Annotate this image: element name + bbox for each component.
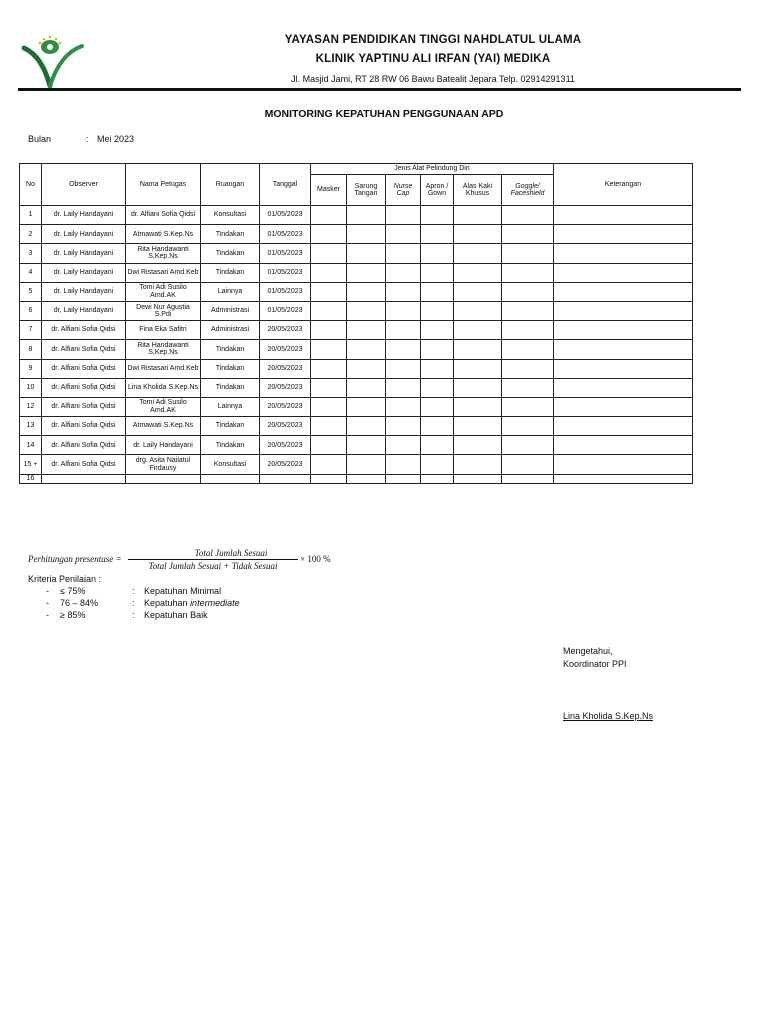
cell-apd-check <box>502 397 554 416</box>
cell-apd-check <box>421 417 454 436</box>
cell-room: Tindakan <box>201 340 260 359</box>
col-header-observer: Observer <box>42 164 126 206</box>
cell-no: 14 <box>20 436 42 455</box>
criteria-colon: : <box>132 610 135 620</box>
cell-no: 5 <box>20 282 42 301</box>
col-header-goggle: Goggle/ Faceshield <box>502 175 554 206</box>
col-header-no: No <box>20 164 42 206</box>
cell-apd-check <box>386 417 421 436</box>
cell-apd-check <box>386 359 421 378</box>
cell-apd-check <box>421 282 454 301</box>
cell-note <box>554 378 693 397</box>
cell-note <box>554 436 693 455</box>
cell-apd-check <box>347 455 386 474</box>
cell-no: 7 <box>20 321 42 340</box>
cell-apd-check <box>386 301 421 320</box>
cell-observer: dr. Alfiani Sofia Qidsi <box>42 455 126 474</box>
cell-staff: Dewi Nur Agustia S.Pdi <box>126 301 201 320</box>
cell-apd-check <box>502 321 554 340</box>
cell-no: 8 <box>20 340 42 359</box>
cell-room: Lainnya <box>201 282 260 301</box>
table-row <box>20 206 693 225</box>
cell-staff: Dwi Ristasari Amd.Keb <box>126 359 201 378</box>
cell-apd-check <box>454 263 502 282</box>
signature-name: Lina Kholida S.Kep.Ns <box>563 711 654 721</box>
cell-apd-check <box>311 321 347 340</box>
formula-multiplier: × 100 % <box>300 554 331 564</box>
cell-observer: dr. Laily Handayani <box>42 206 126 225</box>
foundation-name: YAYASAN PENDIDIKAN TINGGI NAHDLATUL ULAMA <box>284 34 582 46</box>
cell-empty <box>454 474 502 483</box>
cell-apd-check <box>502 263 554 282</box>
cell-apd-check <box>502 206 554 225</box>
cell-apd-check <box>311 455 347 474</box>
cell-empty <box>554 474 693 483</box>
cell-date: 20/05/2023 <box>260 436 311 455</box>
cell-apd-check <box>502 340 554 359</box>
cell-apd-check <box>347 417 386 436</box>
table-row <box>20 340 693 359</box>
cell-no: 15 + <box>20 455 42 474</box>
cell-observer: dr. Laily Handayani <box>42 244 126 263</box>
table-row <box>20 301 693 320</box>
cell-apd-check <box>386 244 421 263</box>
cell-apd-check <box>347 244 386 263</box>
cell-date: 01/05/2023 <box>260 301 311 320</box>
cell-room: Tindakan <box>201 417 260 436</box>
cell-apd-check <box>454 378 502 397</box>
cell-apd-check <box>347 282 386 301</box>
cell-apd-check <box>454 436 502 455</box>
cell-no: 9 <box>20 359 42 378</box>
table-body <box>20 206 693 484</box>
cell-note <box>554 321 693 340</box>
cell-date: 20/05/2023 <box>260 378 311 397</box>
cell-room: Administrasi <box>201 321 260 340</box>
apd-monitoring-table <box>19 163 693 484</box>
clinic-address: Jl. Masjid Jami, RT 28 RW 06 Bawu Batealit Jepara Telp. 02914291311 <box>291 74 575 84</box>
criteria-title: Kriteria Penilaian : <box>28 574 102 584</box>
cell-apd-check <box>421 340 454 359</box>
cell-apd-check <box>502 225 554 244</box>
cell-note <box>554 340 693 359</box>
cell-observer: dr. Alfiani Sofia Qidsi <box>42 378 126 397</box>
table-row <box>20 244 693 263</box>
cell-room: Tindakan <box>201 436 260 455</box>
cell-empty <box>386 474 421 483</box>
cell-no: 16 <box>20 474 42 483</box>
cell-room: Konsultasi <box>201 455 260 474</box>
cell-room: Lainnya <box>201 397 260 416</box>
table-row <box>20 321 693 340</box>
period-value: Mei 2023 <box>97 134 135 144</box>
cell-apd-check <box>386 378 421 397</box>
cell-empty <box>126 474 201 483</box>
cell-apd-check <box>454 244 502 263</box>
cell-room: Konsultasi <box>201 206 260 225</box>
criteria-dash: - <box>46 598 49 608</box>
table-header-row <box>20 164 693 175</box>
formula-numerator: Total Jumlah Sesuai <box>194 548 268 558</box>
criteria-dash: - <box>46 586 49 596</box>
cell-staff: Tomi Adi Susilo Amd.AK <box>126 282 201 301</box>
cell-staff: dr. Alfiani Sofia Qidsi <box>126 206 201 225</box>
cell-apd-check <box>347 321 386 340</box>
col-header-staff: Nama Petugas <box>126 164 201 206</box>
fraction-bar <box>128 559 298 560</box>
table-row <box>20 397 693 416</box>
cell-empty <box>421 474 454 483</box>
cell-apd-check <box>502 378 554 397</box>
cell-empty <box>502 474 554 483</box>
cell-note <box>554 301 693 320</box>
criteria-range: 76 – 84% <box>60 598 99 608</box>
cell-date: 01/05/2023 <box>260 244 311 263</box>
cell-apd-check <box>454 397 502 416</box>
table-row <box>20 417 693 436</box>
cell-apd-check <box>347 378 386 397</box>
cell-observer: dr. Alfiani Sofia Qidsi <box>42 397 126 416</box>
cell-apd-check <box>421 397 454 416</box>
cell-date: 20/05/2023 <box>260 340 311 359</box>
col-header-footwear: Alas Kaki Khusus <box>454 175 502 206</box>
cell-date: 01/05/2023 <box>260 263 311 282</box>
cell-no: 1 <box>20 206 42 225</box>
table-row <box>20 455 693 474</box>
period-label: Bulan <box>28 134 52 144</box>
cell-apd-check <box>347 263 386 282</box>
cell-apd-check <box>311 225 347 244</box>
cell-apd-check <box>454 340 502 359</box>
table-row <box>20 436 693 455</box>
cell-apd-check <box>421 455 454 474</box>
cell-note <box>554 282 693 301</box>
cell-apd-check <box>421 359 454 378</box>
table-row-empty <box>20 474 693 483</box>
cell-observer: dr. Laily Handayani <box>42 282 126 301</box>
cell-apd-check <box>386 206 421 225</box>
cell-observer: dr. Alfiani Sofia Qidsi <box>42 417 126 436</box>
cell-staff: Lina Kholida S.Kep.Ns <box>126 378 201 397</box>
cell-room: Tindakan <box>201 378 260 397</box>
cell-note <box>554 263 693 282</box>
cell-no: 13 <box>20 417 42 436</box>
col-header-mask: Masker <box>311 175 347 206</box>
cell-date: 01/05/2023 <box>260 206 311 225</box>
cell-empty <box>311 474 347 483</box>
cell-apd-check <box>454 321 502 340</box>
cell-apd-check <box>347 225 386 244</box>
cell-apd-check <box>421 321 454 340</box>
cell-note <box>554 359 693 378</box>
table-row <box>20 378 693 397</box>
cell-apd-check <box>347 301 386 320</box>
cell-apd-check <box>454 359 502 378</box>
cell-apd-check <box>311 378 347 397</box>
col-header-gloves: Sarung Tangan <box>347 175 386 206</box>
cell-observer: dr. Laily Handayani <box>42 263 126 282</box>
cell-apd-check <box>454 417 502 436</box>
cell-apd-check <box>421 378 454 397</box>
criteria-colon: : <box>132 586 135 596</box>
cell-apd-check <box>386 436 421 455</box>
cell-apd-check <box>386 397 421 416</box>
cell-apd-check <box>311 282 347 301</box>
document-title: MONITORING KEPATUHAN PENGGUNAAN APD <box>264 108 504 120</box>
cell-note <box>554 225 693 244</box>
criteria-description <box>144 586 221 596</box>
table-row <box>20 225 693 244</box>
cell-no: 12 <box>20 397 42 416</box>
col-header-room: Ruangan <box>201 164 260 206</box>
criteria-level: Baik <box>190 610 208 620</box>
cell-staff: Atmawati S.Kep.Ns <box>126 225 201 244</box>
cell-empty <box>347 474 386 483</box>
cell-apd-check <box>347 206 386 225</box>
cell-staff: dr. Laily Handayani <box>126 436 201 455</box>
criteria-range: ≤ 75% <box>60 586 86 596</box>
cell-observer: dr, Laily Handayani <box>42 301 126 320</box>
cell-apd-check <box>386 263 421 282</box>
cell-note <box>554 206 693 225</box>
cell-staff: drg. Asita Nailatul Firdausy <box>126 455 201 474</box>
cell-apd-check <box>311 244 347 263</box>
cell-apd-check <box>386 455 421 474</box>
criteria-range: ≥ 85% <box>60 610 86 620</box>
period-colon: : <box>86 134 89 144</box>
cell-apd-check <box>454 225 502 244</box>
cell-observer: dr. Alfiani Sofia Qidsi <box>42 359 126 378</box>
col-header-note: Keterangan <box>554 164 693 206</box>
cell-room: Tindakan <box>201 359 260 378</box>
cell-apd-check <box>311 263 347 282</box>
cell-date: 20/05/2023 <box>260 417 311 436</box>
cell-no: 6 <box>20 301 42 320</box>
cell-date: 20/05/2023 <box>260 455 311 474</box>
cell-apd-check <box>311 340 347 359</box>
cell-note <box>554 397 693 416</box>
cell-apd-check <box>347 436 386 455</box>
signature-role: Koordinator PPI <box>563 659 627 669</box>
cell-apd-check <box>311 417 347 436</box>
cell-apd-check <box>421 225 454 244</box>
cell-staff: Rita Handawanti S,Kep.Ns <box>126 340 201 359</box>
cell-apd-check <box>454 206 502 225</box>
cell-empty <box>260 474 311 483</box>
col-header-apron: Apron / Gown <box>421 175 454 206</box>
cell-staff: Dwi Ristasari Amd.Keb <box>126 263 201 282</box>
cell-room: Tindakan <box>201 263 260 282</box>
cell-apd-check <box>421 206 454 225</box>
criteria-dash: - <box>46 610 49 620</box>
cell-date: 20/05/2023 <box>260 397 311 416</box>
cell-apd-check <box>311 436 347 455</box>
cell-staff: Atmawati S.Kep.Ns <box>126 417 201 436</box>
cell-apd-check <box>311 359 347 378</box>
cell-apd-check <box>386 321 421 340</box>
cell-date: 01/05/2023 <box>260 225 311 244</box>
criteria-prefix: Kepatuhan <box>144 598 188 608</box>
criteria-prefix: Kepatuhan <box>144 610 188 620</box>
cell-apd-check <box>421 436 454 455</box>
cell-apd-check <box>311 301 347 320</box>
cell-apd-check <box>502 455 554 474</box>
cell-apd-check <box>502 244 554 263</box>
cell-note <box>554 417 693 436</box>
criteria-prefix: Kepatuhan <box>144 586 188 596</box>
cell-room: Administrasi <box>201 301 260 320</box>
cell-staff: Rita Handawanti S,Kep.Ns <box>126 244 201 263</box>
cell-apd-check <box>421 301 454 320</box>
clinic-name: KLINIK YAPTINU ALI IRFAN (YAI) MEDIKA <box>315 53 551 65</box>
cell-apd-check <box>386 225 421 244</box>
clinic-logo <box>20 34 86 92</box>
cell-note <box>554 244 693 263</box>
cell-no: 2 <box>20 225 42 244</box>
cell-observer: dr. Alfiani Sofia Qidsi <box>42 321 126 340</box>
cell-observer: dr. Alfiani Sofia Qidsi <box>42 436 126 455</box>
criteria-level: Minimal <box>190 586 222 596</box>
col-header-apd-group: Jenis Alat Pelindung Diri <box>311 164 554 175</box>
table-row <box>20 359 693 378</box>
cell-staff: Fina Eka Safitri <box>126 321 201 340</box>
cell-apd-check <box>386 282 421 301</box>
cell-apd-check <box>311 397 347 416</box>
cell-apd-check <box>454 301 502 320</box>
cell-room: Tindakan <box>201 244 260 263</box>
cell-apd-check <box>454 455 502 474</box>
table-row <box>20 282 693 301</box>
cell-apd-check <box>347 397 386 416</box>
cell-apd-check <box>502 301 554 320</box>
cell-apd-check <box>421 263 454 282</box>
cell-apd-check <box>347 340 386 359</box>
cell-apd-check <box>386 340 421 359</box>
col-header-date: Tanggal <box>260 164 311 206</box>
formula-denominator: Total Jumlah Sesuai + Tidak Sesuai <box>148 561 278 571</box>
header-divider <box>18 88 741 91</box>
col-header-nurse-cap: Nurse Cap <box>386 175 421 206</box>
cell-apd-check <box>502 417 554 436</box>
cell-apd-check <box>502 359 554 378</box>
cell-room: Tindakan <box>201 225 260 244</box>
criteria-description <box>144 598 240 608</box>
cell-empty <box>201 474 260 483</box>
cell-no: 3 <box>20 244 42 263</box>
cell-staff: Tomi Adi Susilo Amd.AK <box>126 397 201 416</box>
criteria-description <box>144 610 208 620</box>
cell-apd-check <box>421 244 454 263</box>
cell-apd-check <box>347 359 386 378</box>
cell-observer: dr. Alfiani Sofia Qidsi <box>42 340 126 359</box>
cell-apd-check <box>502 436 554 455</box>
signature-acknowledged: Mengetahui, <box>563 646 613 656</box>
cell-date: 20/05/2023 <box>260 321 311 340</box>
criteria-level: intermediate <box>190 598 240 608</box>
formula-label: Perhitungan presentase = <box>28 554 122 564</box>
cell-apd-check <box>502 282 554 301</box>
cell-no: 4 <box>20 263 42 282</box>
table-row <box>20 263 693 282</box>
cell-apd-check <box>311 206 347 225</box>
cell-observer: dr. Laily Handayani <box>42 225 126 244</box>
cell-note <box>554 455 693 474</box>
cell-date: 01/05/2023 <box>260 282 311 301</box>
cell-empty <box>42 474 126 483</box>
cell-date: 20/05/2023 <box>260 359 311 378</box>
criteria-colon: : <box>132 598 135 608</box>
cell-apd-check <box>454 282 502 301</box>
cell-no: 10 <box>20 378 42 397</box>
